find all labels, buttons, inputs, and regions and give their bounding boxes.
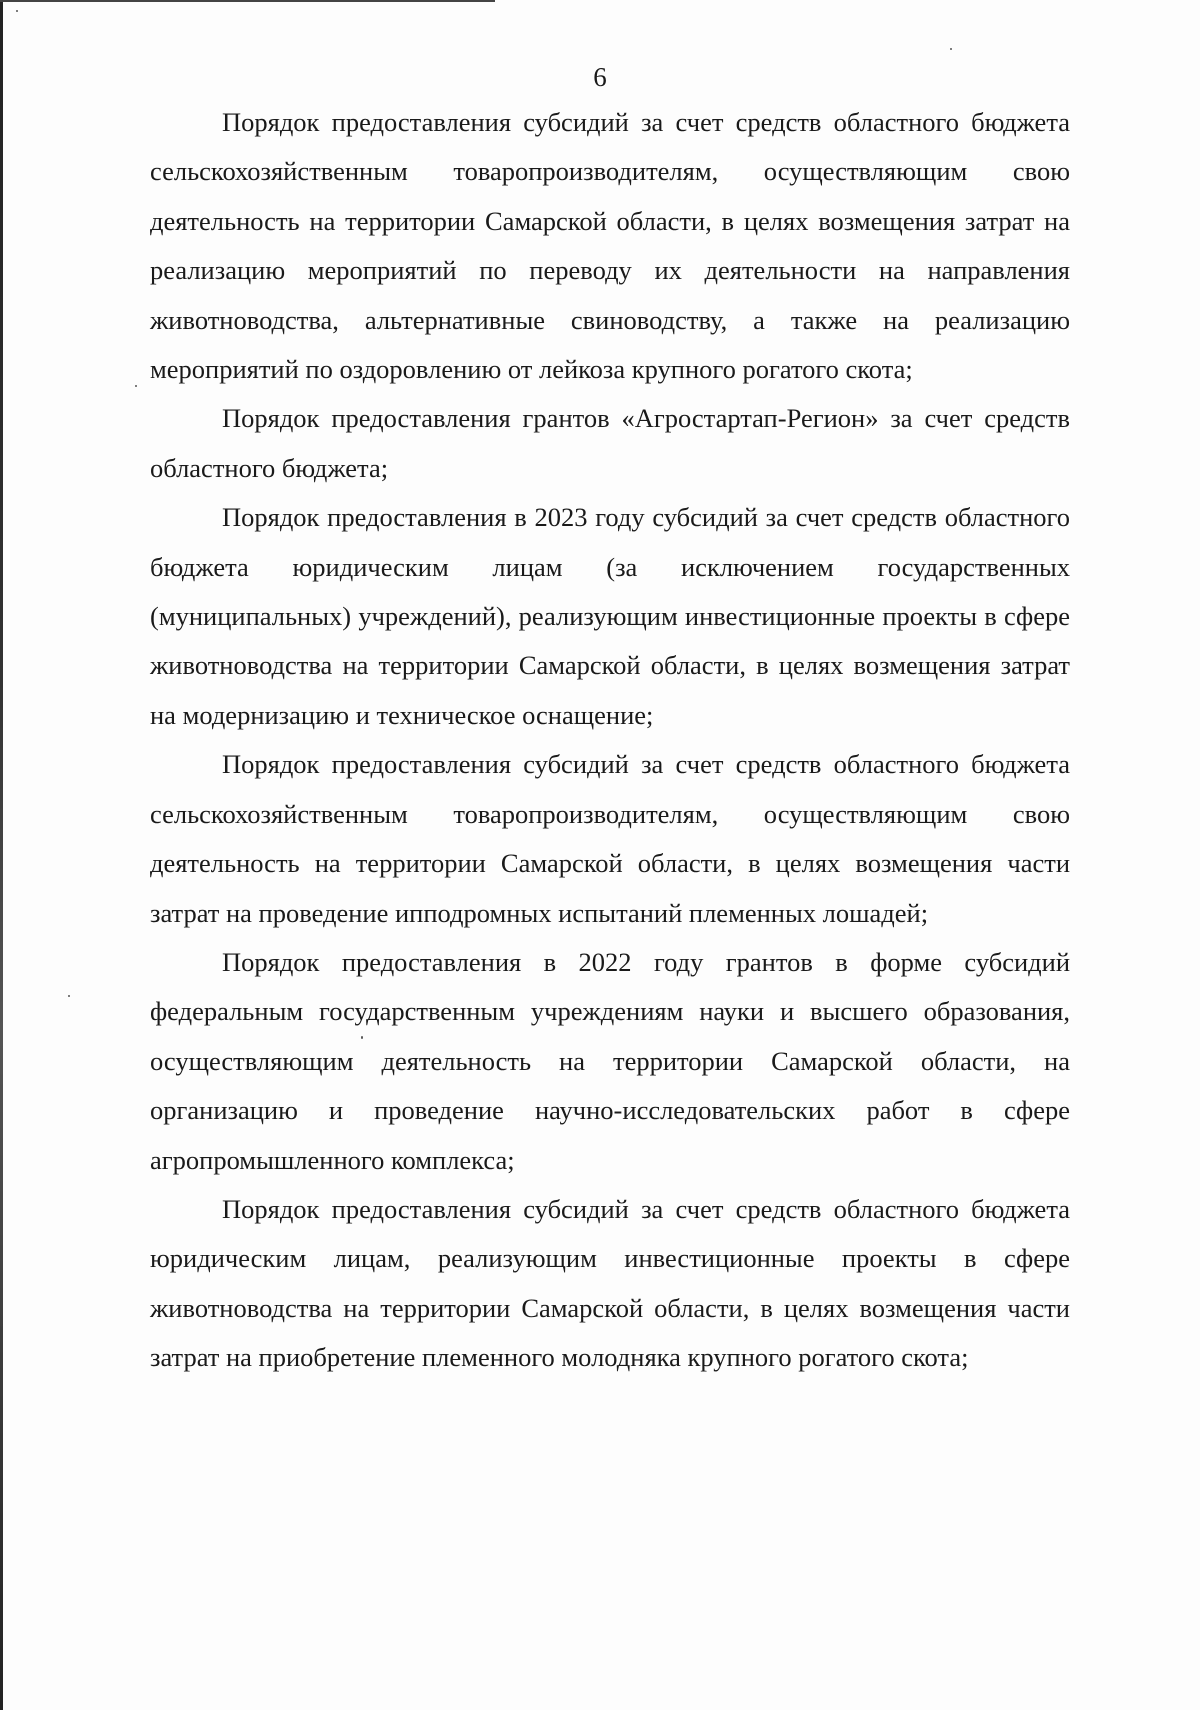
- scan-speck: [68, 995, 70, 997]
- paragraph: Порядок предоставления грантов «Агростартап-Регион» за счет средств областного бюджета;: [150, 403, 1070, 483]
- paragraph: Порядок предоставления субсидий за счет средств областного бюджета юридическим лицам, реализующим инвестиционные проекты в сфере животноводства на территории Самарской области, в целях возмещения части затрат на приобретение племенного молодняка крупного рогатого скота;: [150, 1193, 1070, 1373]
- paragraph: Порядок предоставления в 2022 году грантов в форме субсидий федеральным государственным учреждениям науки и высшего образования, осуществляющим деятельность на территории Самарской области, на организацию и проведение научно-исследовательских работ в сфере агропромышленного комплекса;: [150, 946, 1070, 1175]
- paragraph: Порядок предоставления субсидий за счет средств областного бюджета сельскохозяйственным товаропроизводителям, осуществляющим свою деятельность на территории Самарской области, в целях возмещения затрат на реализацию мероприятий по переводу их деятельности на направления животноводства, альтернативные свиноводству, а также на реализацию мероприятий по оздоровлению от лейкоза крупного рогатого скота;: [150, 107, 1070, 385]
- page-number: 6: [593, 62, 607, 92]
- document-body: [150, 98, 1070, 1383]
- scan-edge-left: [0, 0, 3, 1710]
- scan-edge-top: [0, 0, 495, 2]
- scan-speck: [135, 385, 137, 387]
- scan-speck: [16, 10, 18, 12]
- paragraph: Порядок предоставления субсидий за счет средств областного бюджета сельскохозяйственным товаропроизводителям, осуществляющим свою деятельность на территории Самарской области, в целях возмещения части затрат на проведение ипподромных испытаний племенных лошадей;: [150, 749, 1070, 928]
- scan-speck: [950, 48, 952, 50]
- paragraph: Порядок предоставления в 2023 году субсидий за счет средств областного бюджета юридическим лицам (за исключением государственных (муниципальных) учреждений), реализующим инвестиционные проекты в сфере животноводства на территории Самарской области, в целях возмещения затрат на модернизацию и техническое оснащение;: [150, 502, 1070, 730]
